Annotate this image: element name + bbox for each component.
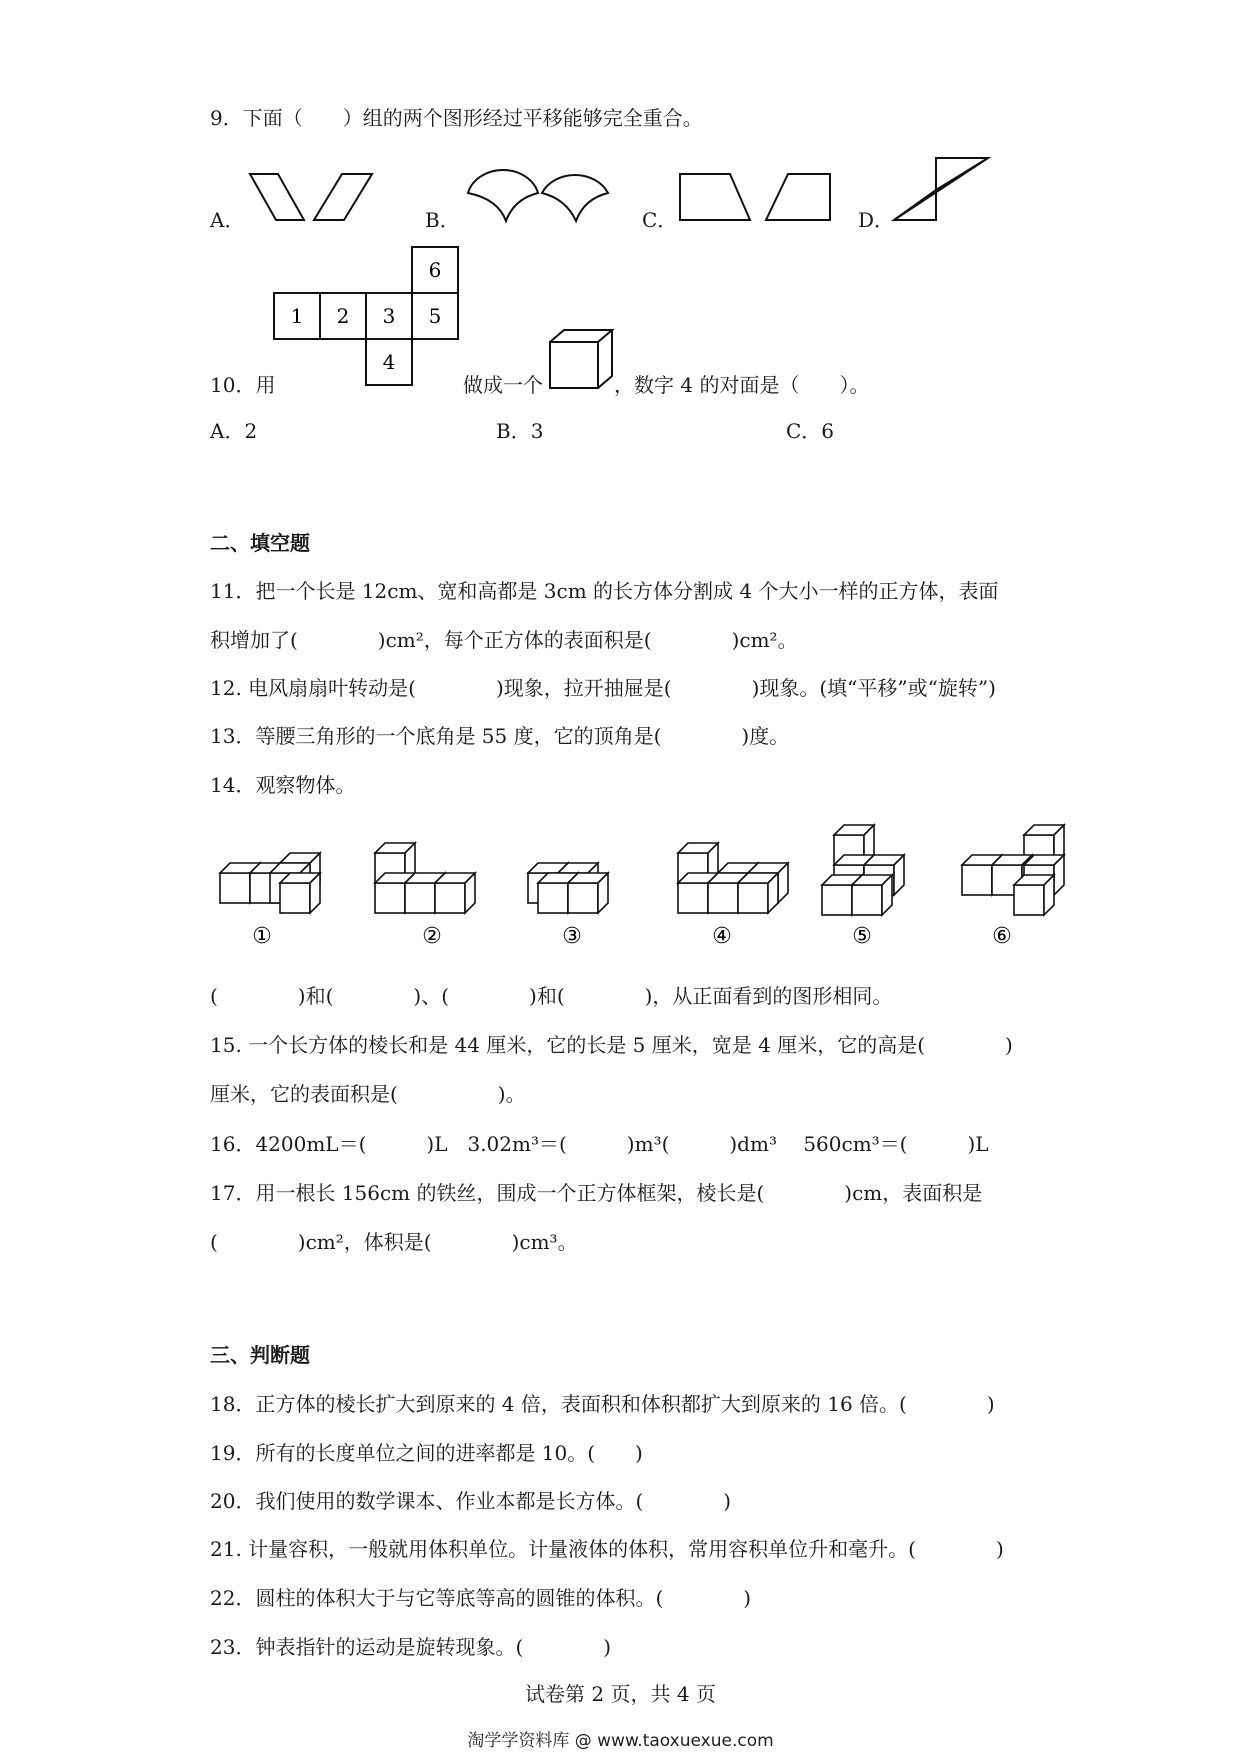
- section-3-heading: 三、判断题: [210, 1343, 310, 1367]
- q9-option-c-label: C．: [642, 208, 678, 232]
- question-13: 13．等腰三角形的一个底角是 55 度，它的顶角是( )度。: [210, 724, 790, 748]
- q9-option-c-figure: [678, 172, 838, 224]
- figure-label-3: ③: [562, 924, 582, 949]
- section-2-heading: 二、填空题: [210, 531, 310, 555]
- q10-suffix: ，数字 4 的对面是（ ）。: [614, 373, 870, 397]
- net-number-1: 1: [290, 304, 304, 328]
- net-number-4: 4: [382, 350, 396, 374]
- q9-option-b-figure: [458, 165, 608, 225]
- figure-5: [822, 825, 904, 915]
- question-12: 12. 电风扇扇叶转动是( )现象，拉开抽屉是( )现象。(填“平移”或“旋转”): [210, 676, 996, 700]
- net-number-3: 3: [382, 304, 396, 328]
- q9-option-d-label: D．: [858, 208, 895, 232]
- q10-option-b: B．3: [496, 419, 544, 443]
- question-16: 16．4200mL＝( )L 3.02m³＝( )m³( )dm³ 560cm³＝( )L: [210, 1132, 989, 1156]
- question-23: 23．钟表指针的运动是旋转现象。( ): [210, 1635, 612, 1659]
- question-19: 19．所有的长度单位之间的进率都是 10。( ): [210, 1441, 643, 1465]
- question-14-answer: ( )和( )、( )和( )，从正面看到的图形相同。: [210, 984, 893, 1008]
- question-11-line-2: 积增加了( )cm²，每个正方体的表面积是( )cm²。: [210, 628, 798, 652]
- q9-option-a-label: A．: [210, 208, 245, 232]
- question-21: 21. 计量容积，一般就用体积单位。计量液体的体积，常用容积单位升和毫升。( ): [210, 1537, 1004, 1561]
- question-15-line-2: 厘米，它的表面积是( )。: [210, 1082, 526, 1106]
- q10-cube-icon: [548, 328, 614, 392]
- question-14-stem: 14．观察物体。: [210, 773, 356, 797]
- question-9-stem: 9．下面（ ）组的两个图形经过平移能够完全重合。: [210, 106, 703, 130]
- net-number-5: 5: [428, 304, 442, 328]
- q14-figures: [210, 825, 1070, 950]
- net-number-6: 6: [428, 258, 442, 282]
- question-11-line-1: 11．把一个长是 12cm、宽和高都是 3cm 的长方体分割成 4 个大小一样的正方体，表面: [210, 579, 999, 603]
- figure-3: [528, 863, 608, 913]
- question-17-line-1: 17．用一根长 156cm 的铁丝，围成一个正方体框架，棱长是( )cm，表面积是: [210, 1181, 983, 1205]
- figure-label-6: ⑥: [992, 924, 1012, 949]
- q10-prefix: 10．用: [210, 373, 276, 397]
- figure-6: [962, 825, 1064, 915]
- q9-option-a-figure: [248, 172, 398, 224]
- figure-label-4: ④: [712, 924, 732, 949]
- figure-label-1: ①: [252, 924, 272, 949]
- figure-4: [678, 843, 788, 913]
- figure-1: [220, 853, 320, 913]
- figure-2: [375, 843, 475, 913]
- question-18: 18．正方体的棱长扩大到原来的 4 倍，表面积和体积都扩大到原来的 16 倍。( ): [210, 1392, 995, 1416]
- q10-option-a: A．2: [210, 419, 258, 443]
- q9-option-d-figure: [892, 152, 994, 224]
- question-17-line-2: ( )cm²，体积是( )cm³。: [210, 1230, 578, 1254]
- question-20: 20．我们使用的数学课本、作业本都是长方体。( ): [210, 1489, 732, 1513]
- figure-label-5: ⑤: [852, 924, 872, 949]
- q10-cube-net: [274, 246, 462, 386]
- q10-option-c: C．6: [786, 419, 835, 443]
- net-number-2: 2: [336, 304, 350, 328]
- watermark: 淘学学资料库 @ www.taoxuexue.com: [467, 1731, 774, 1751]
- q9-option-b-label: B．: [425, 208, 460, 232]
- page-footer: 试卷第 2 页，共 4 页: [525, 1682, 716, 1706]
- q10-mid: 做成一个: [463, 373, 543, 397]
- question-15-line-1: 15. 一个长方体的棱长和是 44 厘米，它的长是 5 厘米，宽是 4 厘米，它的高是( ): [210, 1033, 1013, 1057]
- figure-label-2: ②: [422, 924, 442, 949]
- question-22: 22．圆柱的体积大于与它等底等高的圆锥的体积。( ): [210, 1586, 752, 1610]
